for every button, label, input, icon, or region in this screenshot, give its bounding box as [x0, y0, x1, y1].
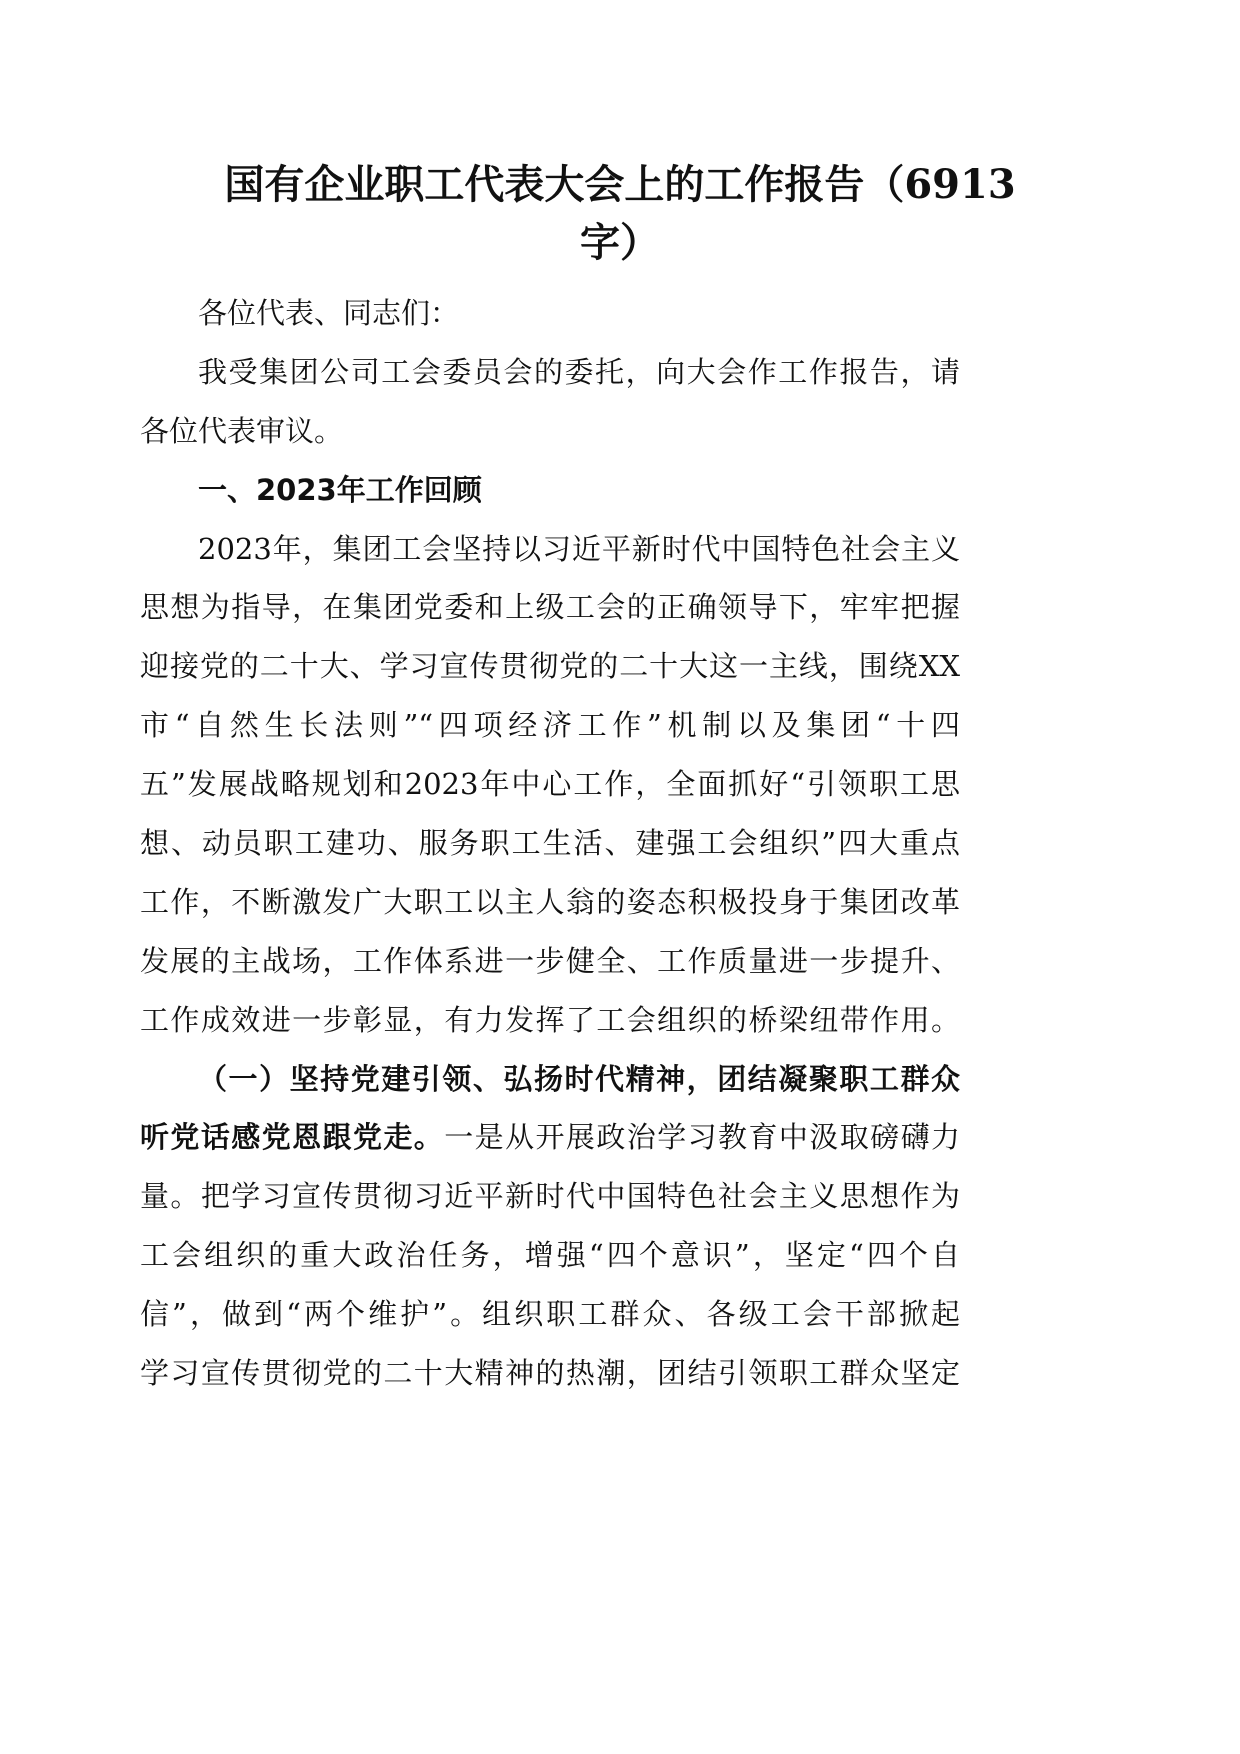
subsection-heading-line: （一）坚持党建引领、弘扬时代精神，团结凝聚职工群众: [198, 1061, 960, 1096]
section-heading: 一、2023年工作回顾: [198, 472, 482, 507]
document-title: [0, 156, 1240, 272]
paragraph-line: 发展的主战场，工作体系进一步健全、工作质量进一步提升、: [140, 943, 960, 978]
paragraph-line: 迎接党的二十大、学习宣传贯彻党的二十大这一主线，围绕XX: [140, 649, 960, 684]
paragraph-line: 信”，做到“两个维护”。组织职工群众、各级工会干部掀起: [140, 1297, 960, 1332]
paragraph-intro: [140, 343, 960, 461]
paragraph-line: 市“自然生长法则”“四项经济工作”机制以及集团“十四: [140, 708, 960, 743]
paragraph-line: [140, 1108, 960, 1167]
document-title-line: 国有企业职工代表大会上的工作报告（6913: [224, 161, 1016, 208]
paragraph-line: 学习宣传贯彻党的二十大精神的热潮，团结引领职工群众坚定: [140, 1356, 960, 1391]
paragraph-line: 各位代表、同志们：: [198, 296, 460, 330]
paragraph-salutation: [140, 284, 960, 343]
paragraph-line: 量。把学习宣传贯彻习近平新时代中国特色社会主义思想作为: [140, 1179, 960, 1214]
paragraph-line: 想、动员职工建功、服务职工生活、建强工会组织”四大重点: [140, 826, 960, 861]
paragraph-text: 一是从开展政治学习教育中汲取磅礴力: [444, 1120, 960, 1155]
paragraph-line: 工会组织的重大政治任务，增强“四个意识”，坚定“四个自: [140, 1238, 960, 1273]
subsection-heading-tail: 听党话感党恩跟党走。: [140, 1120, 445, 1155]
paragraph-line: 思想为指导，在集团党委和上级工会的正确领导下，牢牢把握: [140, 590, 960, 625]
paragraph-line: 五”发展战略规划和2023年中心工作，全面抓好“引领职工思: [140, 767, 960, 802]
paragraph-line: 工作，不断激发广大职工以主人翁的姿态积极投身于集团改革: [140, 884, 960, 919]
paragraph-review: [140, 520, 960, 1050]
paragraph-line: 工作成效进一步彰显，有力发挥了工会组织的桥梁纽带作用。: [140, 1002, 960, 1037]
document-body: [140, 284, 960, 1403]
paragraph-line: 各位代表审议。: [140, 413, 344, 448]
paragraph-line: 2023年，集团工会坚持以习近平新时代中国特色社会主义: [198, 531, 960, 566]
paragraph-line: 我受集团公司工会委员会的委托，向大会作工作报告，请: [198, 354, 960, 389]
document-title-line: 字）: [580, 219, 660, 266]
paragraph-subsection-1: [140, 1050, 960, 1403]
